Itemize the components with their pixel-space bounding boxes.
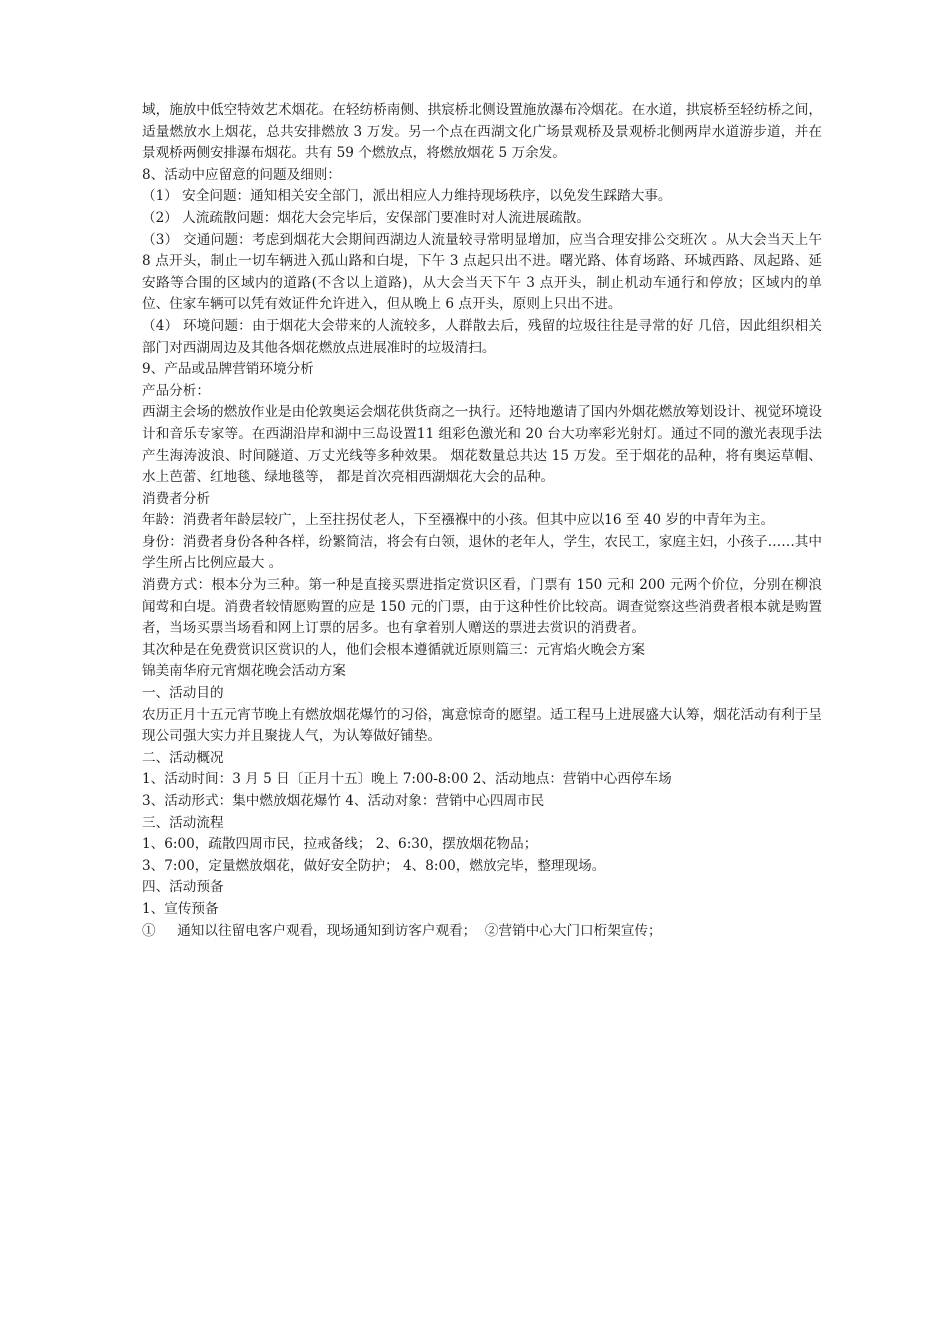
paragraph-product-analysis: 西湖主会场的燃放作业是由伦敦奥运会烟花供货商之一执行。还特地邀请了国内外烟花燃放筹划设计、视觉环境设计和音乐专家等。在西湖沿岸和湖中三岛设置11 组彩色激光和 20 台大功率彩光射灯。通过不同的激光表现手法产生海涛波浪、时间隧道、万丈光线等多种效果。 烟花数量总共达 15 万发。至于烟花的品种，将有奥运草帽、水上芭蕾、红地毯、绿地毯等， 都是首次亮相西湖烟花大会的品种。 bbox=[142, 404, 822, 486]
item-traffic: （3） 交通问题：考虑到烟花大会期间西湖边人流量较寻常明显增加，应当合理安排公交班次 。从大会当天上午 8 点开头，制止一切车辆进入孤山路和白堤，下午 3 点起只出不进。曙光路、体育场路、环城西路、凤起路、延安路等合围的区域内的道路(不含以上道路)，从大会当天下午 3 点开头，制止机动车通行和停放；区域内的单位、住家车辆可以凭有效证件允许进入，但从晚上 6 点开头，原则上只出不进。 bbox=[142, 231, 822, 313]
heading-section-flow: 三、活动流程 bbox=[142, 814, 224, 831]
heading-lantern-plan-title: 锦美南华府元宵烟花晚会活动方案 bbox=[142, 663, 346, 680]
paragraph-flow-1: 1、6:00，疏散四周市民，拉戒备线； 2、6:30，摆放烟花物品； bbox=[142, 836, 538, 853]
paragraph-overview-form-target: 3、活动形式：集中燃放烟花爆竹 4、活动对象：营销中心四周市民 bbox=[142, 793, 545, 809]
item-safety: （1） 安全问题：通知相关安全部门，派出相应人力维持现场秩序，以免发生踩踏大事。 bbox=[142, 188, 672, 205]
heading-publicity-preparation: 1、宣传预备 bbox=[142, 900, 219, 917]
paragraph-age: 年龄：消费者年龄层较广，上至拄拐仗老人，下至襁褓中的小孩。但其中应以16 至 40 岁的中青年为主。 bbox=[142, 512, 775, 529]
item-crowd-dispersal: （2） 人流疏散问题：烟花大会完毕后，安保部门要准时对人流进展疏散。 bbox=[142, 209, 590, 226]
paragraph-purpose: 农历正月十五元宵节晚上有燃放烟花爆竹的习俗，寓意惊奇的愿望。适工程马上进展盛大认筹，烟花活动有利于呈现公司强大实力并且聚拢人气，为认筹做好铺垫。 bbox=[142, 706, 822, 745]
heading-section-purpose: 一、活动目的 bbox=[142, 685, 224, 702]
heading-marketing-analysis: 9、产品或品牌营销环境分析 bbox=[142, 361, 314, 378]
heading-consumer-analysis: 消费者分析 bbox=[142, 490, 210, 507]
item-environment: （4） 环境问题：由于烟花大会带来的人流较多，人群散去后，残留的垃圾往往是寻常的好 几倍，因此组织相关部门对西湖周边及其他各烟花燃放点进展准时的垃圾清扫。 bbox=[142, 317, 822, 356]
paragraph-identity: 身份：消费者身份各种各样，纷繁简洁，将会有白领，退休的老年人，学生，农民工，家庭主妇，小孩子……其中学生所占比例应最大 。 bbox=[142, 533, 822, 572]
heading-notes: 8、活动中应留意的问题及细则： bbox=[142, 166, 341, 183]
paragraph-second-mode: 其次种是在免费赏识区赏识的人，他们会根本遵循就近原则篇三：元宵焰火晚会方案 bbox=[142, 641, 645, 658]
heading-section-preparation: 四、活动预备 bbox=[142, 879, 224, 896]
heading-product-analysis: 产品分析： bbox=[142, 382, 210, 399]
heading-section-overview: 二、活动概况 bbox=[142, 749, 224, 766]
paragraph-consumption-mode: 消费方式：根本分为三种。第一种是直接买票进指定赏识区看，门票有 150 元和 200 元两个价位，分别在柳浪闻莺和白堤。消费者较情愿购置的应是 150 元的门票，由于这种性价比较高。调查觉察这些消费者根本就是购置者，当场买票当场看和网上订票的居多。也有拿着别人赠送的票进去赏识的消费者。 bbox=[142, 577, 822, 637]
paragraph-flow-2: 3、7:00，定量燃放烟花，做好安全防护； 4、8:00，燃放完毕，整理现场。 bbox=[142, 857, 606, 874]
document-page bbox=[142, 100, 822, 942]
paragraph-overview-time-place: 1、活动时间：3 月 5 日〔正月十五〕晚上 7:00-8:00 2、活动地点：营销中心西停车场 bbox=[142, 771, 672, 788]
paragraph-publicity-items: ① 通知以往留电客户观看，现场通知到访客户观看； ②营销中心大门口桁架宣传； bbox=[142, 922, 662, 939]
paragraph-fireworks-locations: 域，施放中低空特效艺术烟花。在轻纺桥南侧、拱宸桥北侧设置施放瀑布冷烟花。在水道，拱宸桥至轻纺桥之间，适量燃放水上烟花，总共安排燃放 3 万发。另一个点在西湖文化广场景观桥及景观桥北侧两岸水道游步道，并在景观桥两侧安排瀑布烟花。共有 59 个燃放点，将燃放烟花 5 万余发。 bbox=[142, 102, 822, 162]
